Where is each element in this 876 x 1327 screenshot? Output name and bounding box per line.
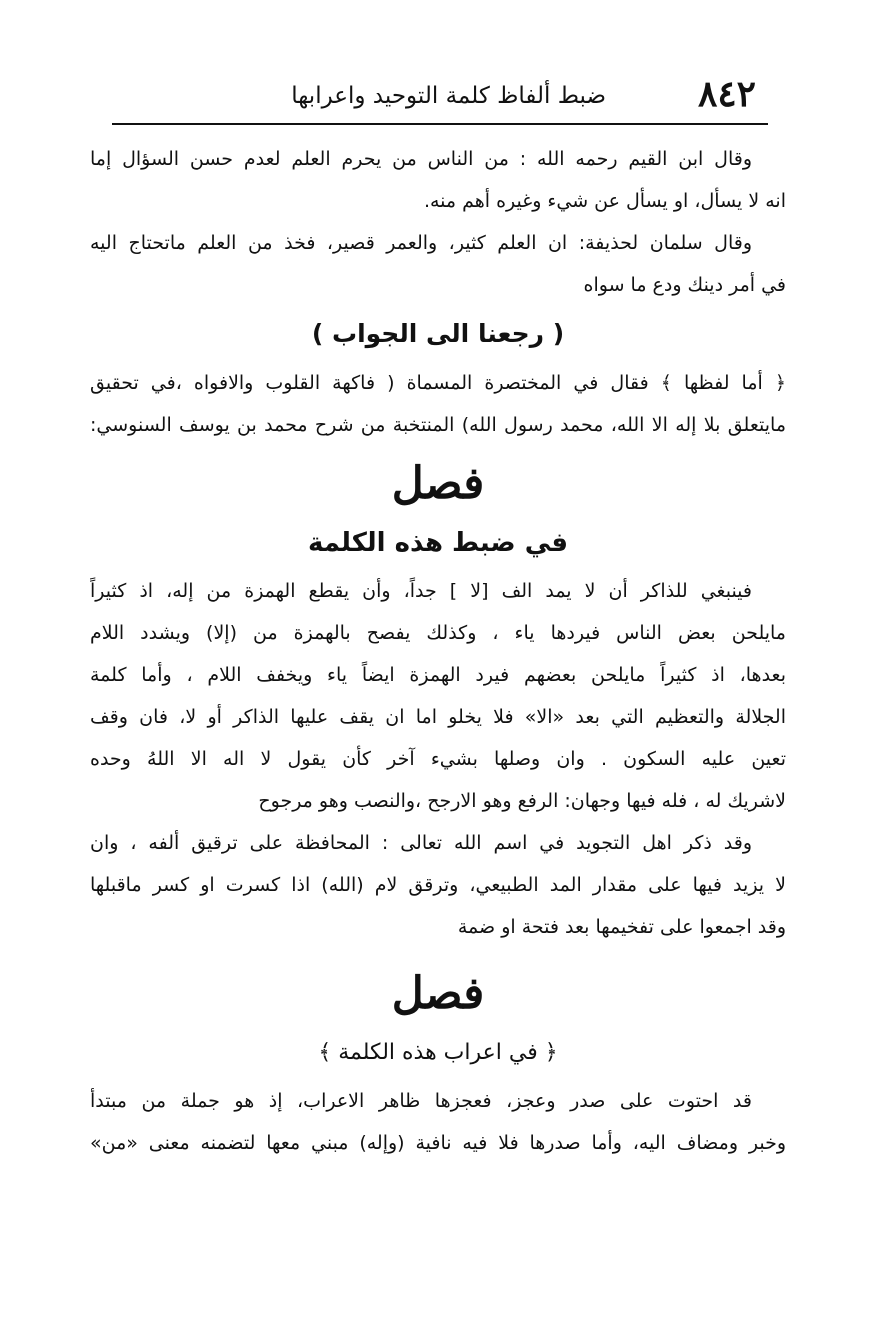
- heading-return-to-answer: ( رجعنا الى الجواب ): [311, 319, 565, 348]
- section-subheading-pronunciation: في ضبط هذه الكلمة: [307, 528, 569, 558]
- text-line: لاشريك له ، فله فيها وجهان: الرفع وهو الارجح ،والنصب وهو مرجوح: [258, 790, 786, 812]
- section-heading-fasl: فصل: [391, 458, 485, 509]
- text-line: بعدها، اذ كثيراً مايلحن بعضهم فيرد الهمزة ايضاً ياء ويخفف اللام ، وأما كلمة: [90, 664, 786, 686]
- page-body: [90, 138, 786, 1164]
- text-line: وقد اجمعوا على تفخيمها بعد فتحة او ضمة: [457, 916, 786, 938]
- page-number: ٨٤٢: [697, 73, 756, 115]
- paragraph-grammar: [90, 1080, 786, 1164]
- text-line: وقال ابن القيم رحمه الله : من الناس من يحرم العلم لعدم حسن السؤال إما: [90, 148, 752, 170]
- text-line: انه لا يسأل، او يسأل عن شيء وغيره أهم منه.: [423, 190, 786, 212]
- running-title: ضبط ألفاظ كلمة التوحيد واعرابها: [291, 83, 606, 109]
- text-line: في أمر دينك ودع ما سواه: [583, 274, 786, 296]
- text-line: الجلالة والتعظيم التي بعد «الا» فلا يخلو اما ان يقف عليها الذاكر أو لا، فان وقف: [90, 706, 786, 728]
- section-subheading-grammar: ﴿ في اعراب هذه الكلمة ﴾: [318, 1040, 558, 1065]
- text-line: لا يزيد فيها على مقدار المد الطبيعي، وترقق لام (الله) اذا كسرت او كسر ماقبلها: [90, 874, 786, 896]
- text-line: مايتعلق بلا إله الا الله، محمد رسول الله) المنتخبة من شرح محمد بن يوسف السنوسي:: [90, 414, 786, 436]
- text-line: قد احتوت على صدر وعجز، فعجزها ظاهر الاعراب، إذ هو جملة من مبتدأ: [90, 1090, 752, 1112]
- text-line: وخبر ومضاف اليه، وأما صدرها فلا فيه نافية (وإله) مبني معها لتضمنه معنى «من»: [90, 1132, 786, 1154]
- header-rule: [112, 123, 768, 125]
- text-line: فينبغي للذاكر أن لا يمد الف [لا ] جداً، وأن يقطع الهمزة من إله، اذ كثيراً: [90, 580, 752, 602]
- text-line: وقد ذكر اهل التجويد في اسم الله تعالى : المحافظة على ترقيق ألفه ، وان: [90, 832, 752, 854]
- paragraph-ibn-qayyim: [90, 138, 786, 306]
- text-line: وقال سلمان لحذيفة: ان العلم كثير، والعمر قصير، فخذ من العلم ماتحتاج اليه: [90, 232, 752, 254]
- section-heading-fasl: فصل: [391, 968, 485, 1019]
- text-line: تعين عليه السكون . وان وصلها بشيء آخر كأن يقول لا اله الا اللهُ وحده: [90, 748, 786, 770]
- paragraph-wording: [90, 362, 786, 446]
- paragraph-pronunciation: [90, 570, 786, 948]
- text-line: ﴿ أما لفظها ﴾ فقال في المختصرة المسماة ( فاكهة القلوب والافواه ،في تحقيق: [90, 372, 786, 394]
- text-line: مايلحن بعض الناس فيردها ياء ، وكذلك يفصح بالهمزة من (إلا) ويشدد اللام: [90, 622, 786, 644]
- page-header: [120, 72, 756, 116]
